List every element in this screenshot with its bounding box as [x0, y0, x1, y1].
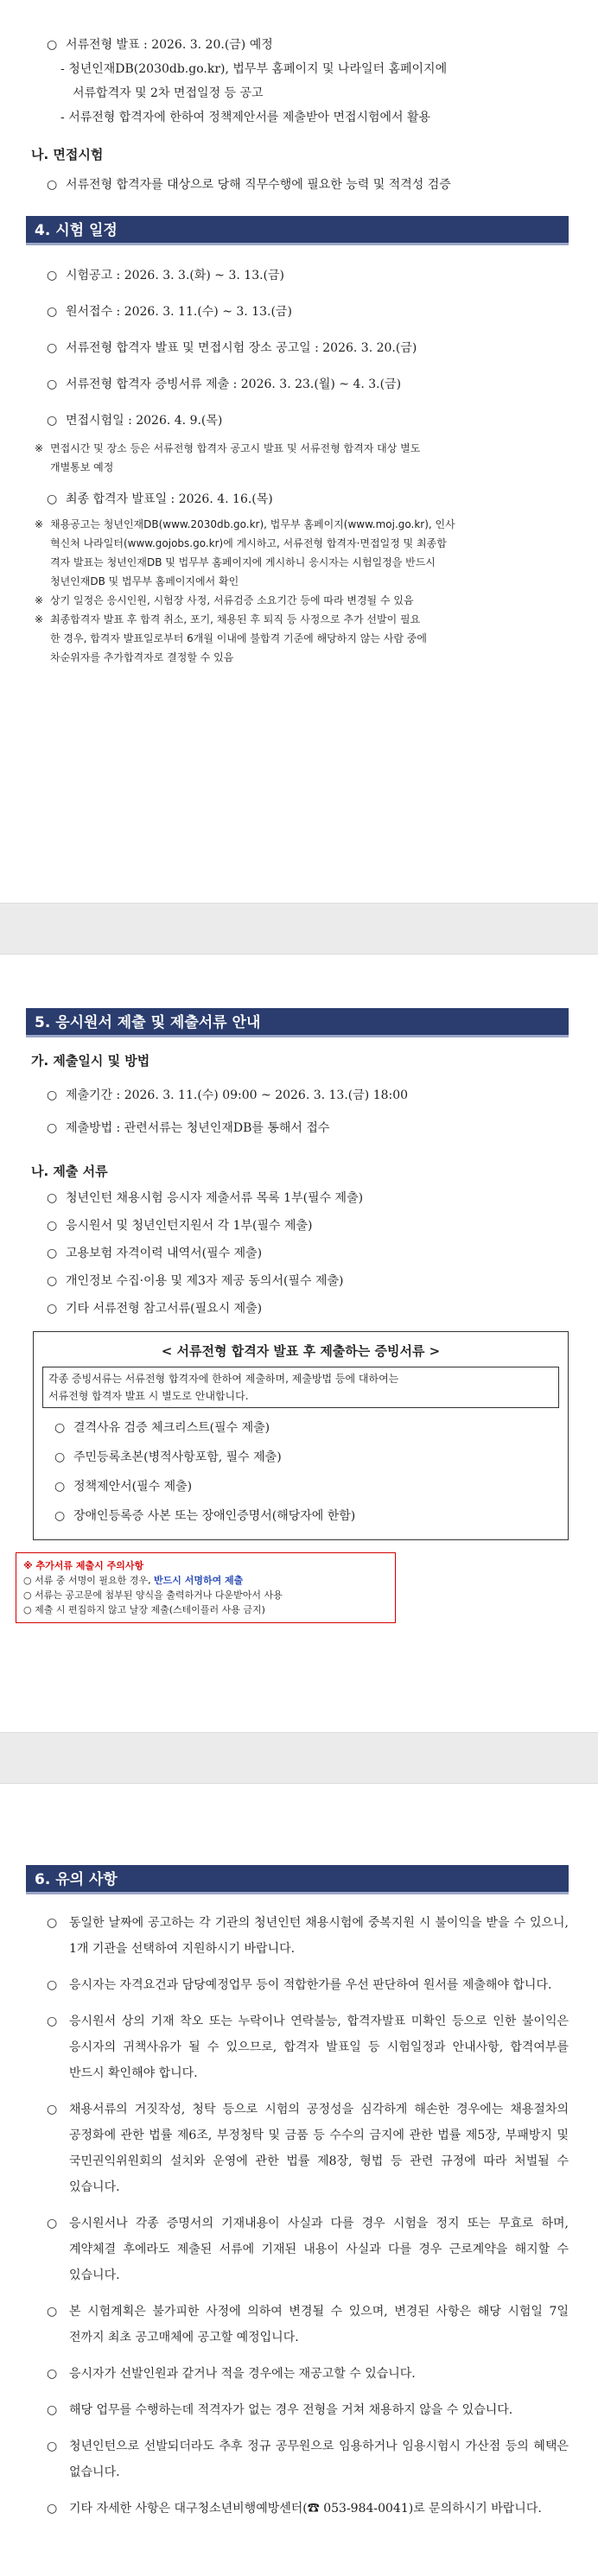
box-item: ○ 정책제안서(필수 제출) — [54, 1480, 193, 1494]
warning-box — [16, 1552, 396, 1623]
note: ※ 최종합격자 발표 후 합격 취소, 포기, 채용된 후 퇴직 등 사정으로 추가 선발이 필요 한 경우, 합격자 발표일로부터 6개월 이내에 불합격 기준에 해당하지 않는 사람 중에 차순위자를 추가합격자로 결정할 수 있음 — [35, 613, 427, 663]
note: ※ 채용공고는 청년인재DB(www.2030db.go.kr), 법무부 홈페이지(www.moj.go.kr), 인사 혁신처 나라일터(www.gojobs.go.kr)에 게시하고, 서류전형 합격자·면접일정 및 최종합 격자 발표는 청년인재DB 및 법무부 홈페이지에 게시하니 응시자는 시험일정을 반드시 청년인재DB 및 법무부 홈페이지에서 확인 — [35, 518, 455, 587]
box-item: ○ 결격사유 검증 체크리스트(필수 제출) — [54, 1421, 270, 1435]
notice-item: ○ 응시자는 자격요건과 담당예정업무 등이 적합한가를 우선 판단하여 원서를 제출해야 합니다. — [47, 1978, 552, 1992]
box-note: 각종 증빙서류는 서류전형 합격자에 한하여 제출하며, 제출방법 등에 대하여는 서류전형 합격자 발표 시 별도로 안내합니다. — [42, 1367, 559, 1408]
warning-item: ○ 서류는 공고문에 첨부된 양식을 출력하거나 다운받아서 사용 — [23, 1589, 283, 1601]
box-item: ○ 주민등록초본(병적사항포함, 필수 제출) — [54, 1450, 282, 1464]
doc-item: ○ 고용보험 자격이력 내역서(필수 제출) — [47, 1247, 263, 1260]
subsection-heading: 가. 제출일시 및 방법 — [31, 1053, 150, 1069]
doc-line: - 서류전형 합격자에 한하여 정책제안서를 제출받아 면접시험에서 활용 — [60, 111, 431, 124]
notice-item: ○ 청년인턴으로 선발되더라도 추후 정규 공무원으로 임용하거나 임용시험시 가산점 등의 혜택은 없습니다. — [47, 2440, 569, 2479]
section-heading: 5. 응시원서 제출 및 제출서류 안내 — [26, 1008, 569, 1037]
note: ※ 면접시간 및 장소 등은 서류전형 합격자 공고시 발표 및 서류전형 합격자 대상 별도 개별통보 예정 — [35, 442, 421, 473]
page-separator — [0, 1732, 598, 1784]
doc-line: ○ 제출기간 : 2026. 3. 11.(수) 09:00 ~ 2026. 3. 13.(금) 18:00 — [47, 1088, 409, 1102]
subsection-heading: 나. 면접시험 — [31, 147, 104, 162]
warning-item: ○ 제출 시 편집하지 않고 날장 제출(스테이플러 사용 금지) — [23, 1604, 265, 1615]
notice-item: ○ 기타 자세한 사항은 대구청소년비행예방센터(☎ 053-984-0041)로 문의하시기 바랍니다. — [47, 2502, 542, 2516]
schedule-item: ○ 면접시험일 : 2026. 4. 9.(목) — [47, 414, 223, 428]
page-3 — [0, 1784, 598, 2576]
notice-item: ○ 본 시험계획은 불가피한 사정에 의하여 변경될 수 있으며, 변경된 사항은 해당 시험일 7일 전까지 최초 공고매체에 공고할 예정입니다. — [47, 2305, 569, 2344]
doc-line: ○ 서류전형 발표 : 2026. 3. 20.(금) 예정 — [47, 38, 273, 52]
notice-item: ○ 해당 업무를 수행하는데 적격자가 없는 경우 전형을 거쳐 채용하지 않을 수 있습니다. — [47, 2403, 513, 2417]
notice-item: ○ 응시자가 선발인원과 같거나 적을 경우에는 재공고할 수 있습니다. — [47, 2367, 416, 2381]
notice-item: ○ 채용서류의 거짓작성, 청탁 등으로 시험의 공정성을 심각하게 해손한 경우에는 채용절차의 공정화에 관한 법률 제6조, 부정청탁 및 금품 등 수수의 금지에 관한 법률 제5장, 부패방지 및 국민권익위원회의 설치와 운영에 관한 법률 제8장, 형법 등 관련 규정에 따라 처벌될 수 있습니다. — [47, 2103, 569, 2194]
section-heading: 6. 유의 사항 — [26, 1865, 569, 1894]
evidence-docs-box — [33, 1331, 569, 1540]
schedule-item: ○ 최종 합격자 발표일 : 2026. 4. 16.(목) — [47, 492, 273, 506]
notice-item: ○ 동일한 날짜에 공고하는 각 기관의 청년인턴 채용시험에 중복지원 시 불이익을 받을 수 있으니, 1개 기관을 선택하여 지원하시기 바랍니다. — [47, 1916, 569, 1956]
schedule-item: ○ 서류전형 합격자 발표 및 면접시험 장소 공고일 : 2026. 3. 20.(금) — [47, 341, 417, 355]
section-heading: 4. 시험 일정 — [26, 216, 569, 245]
schedule-item: ○ 원서접수 : 2026. 3. 11.(수) ~ 3. 13.(금) — [47, 305, 292, 319]
doc-line: 서류합격자 및 2차 면접일정 등 공고 — [73, 86, 264, 100]
page-1 — [0, 0, 598, 903]
doc-line: ○ 서류전형 합격자를 대상으로 당해 직무수행에 필요한 능력 및 적격성 검증 — [47, 178, 451, 192]
schedule-item: ○ 시험공고 : 2026. 3. 3.(화) ~ 3. 13.(금) — [47, 269, 285, 282]
doc-item: ○ 기타 서류전형 참고서류(필요시 제출) — [47, 1302, 263, 1316]
doc-item: ○ 청년인턴 채용시험 응시자 제출서류 목록 1부(필수 제출) — [47, 1191, 364, 1205]
doc-item: ○ 개인정보 수집·이용 및 제3자 제공 동의서(필수 제출) — [47, 1274, 344, 1288]
notice-item: ○ 응시원서나 각종 증명서의 기재내용이 사실과 다를 경우 시험을 정지 또는 무효로 하며, 계약체결 후에라도 제출된 서류에 기재된 내용이 사실과 다를 경우 근로계약을 해지할 수 있습니다. — [47, 2217, 569, 2282]
warning-title: ※ 추가서류 제출시 주의사항 — [23, 1560, 144, 1571]
subsection-heading: 나. 제출 서류 — [31, 1164, 108, 1179]
page-2 — [0, 955, 598, 1732]
doc-line: ○ 제출방법 : 관련서류는 청년인재DB를 통해서 접수 — [47, 1121, 330, 1135]
note: ※ 상기 일정은 응시인원, 시험장 사정, 서류검증 소요기간 등에 따라 변경될 수 있음 — [35, 594, 414, 606]
doc-line: - 청년인재DB(2030db.go.kr), 법무부 홈페이지 및 나라일터 홈페이지에 — [60, 62, 448, 76]
page-separator — [0, 903, 598, 955]
doc-item: ○ 응시원서 및 청년인턴지원서 각 1부(필수 제출) — [47, 1219, 313, 1233]
box-item: ○ 장애인등록증 사본 또는 장애인증명서(해당자에 한함) — [54, 1509, 356, 1523]
warning-item: ○ 서류 중 서명이 필요한 경우, 반드시 서명하여 제출 — [23, 1575, 244, 1586]
box-title: < 서류전형 합격자 발표 후 제출하는 증빙서류 > — [161, 1343, 441, 1359]
notice-item: ○ 응시원서 상의 기재 착오 또는 누락이나 연락불능, 합격자발표 미확인 등으로 인한 불이익은 응시자의 귀책사유가 될 수 있으므로, 합격자 발표일 등 시험일정과 안내사항, 합격여부를 반드시 확인해야 합니다. — [47, 2014, 569, 2080]
schedule-item: ○ 서류전형 합격자 증빙서류 제출 : 2026. 3. 23.(월) ~ 4. 3.(금) — [47, 378, 402, 391]
